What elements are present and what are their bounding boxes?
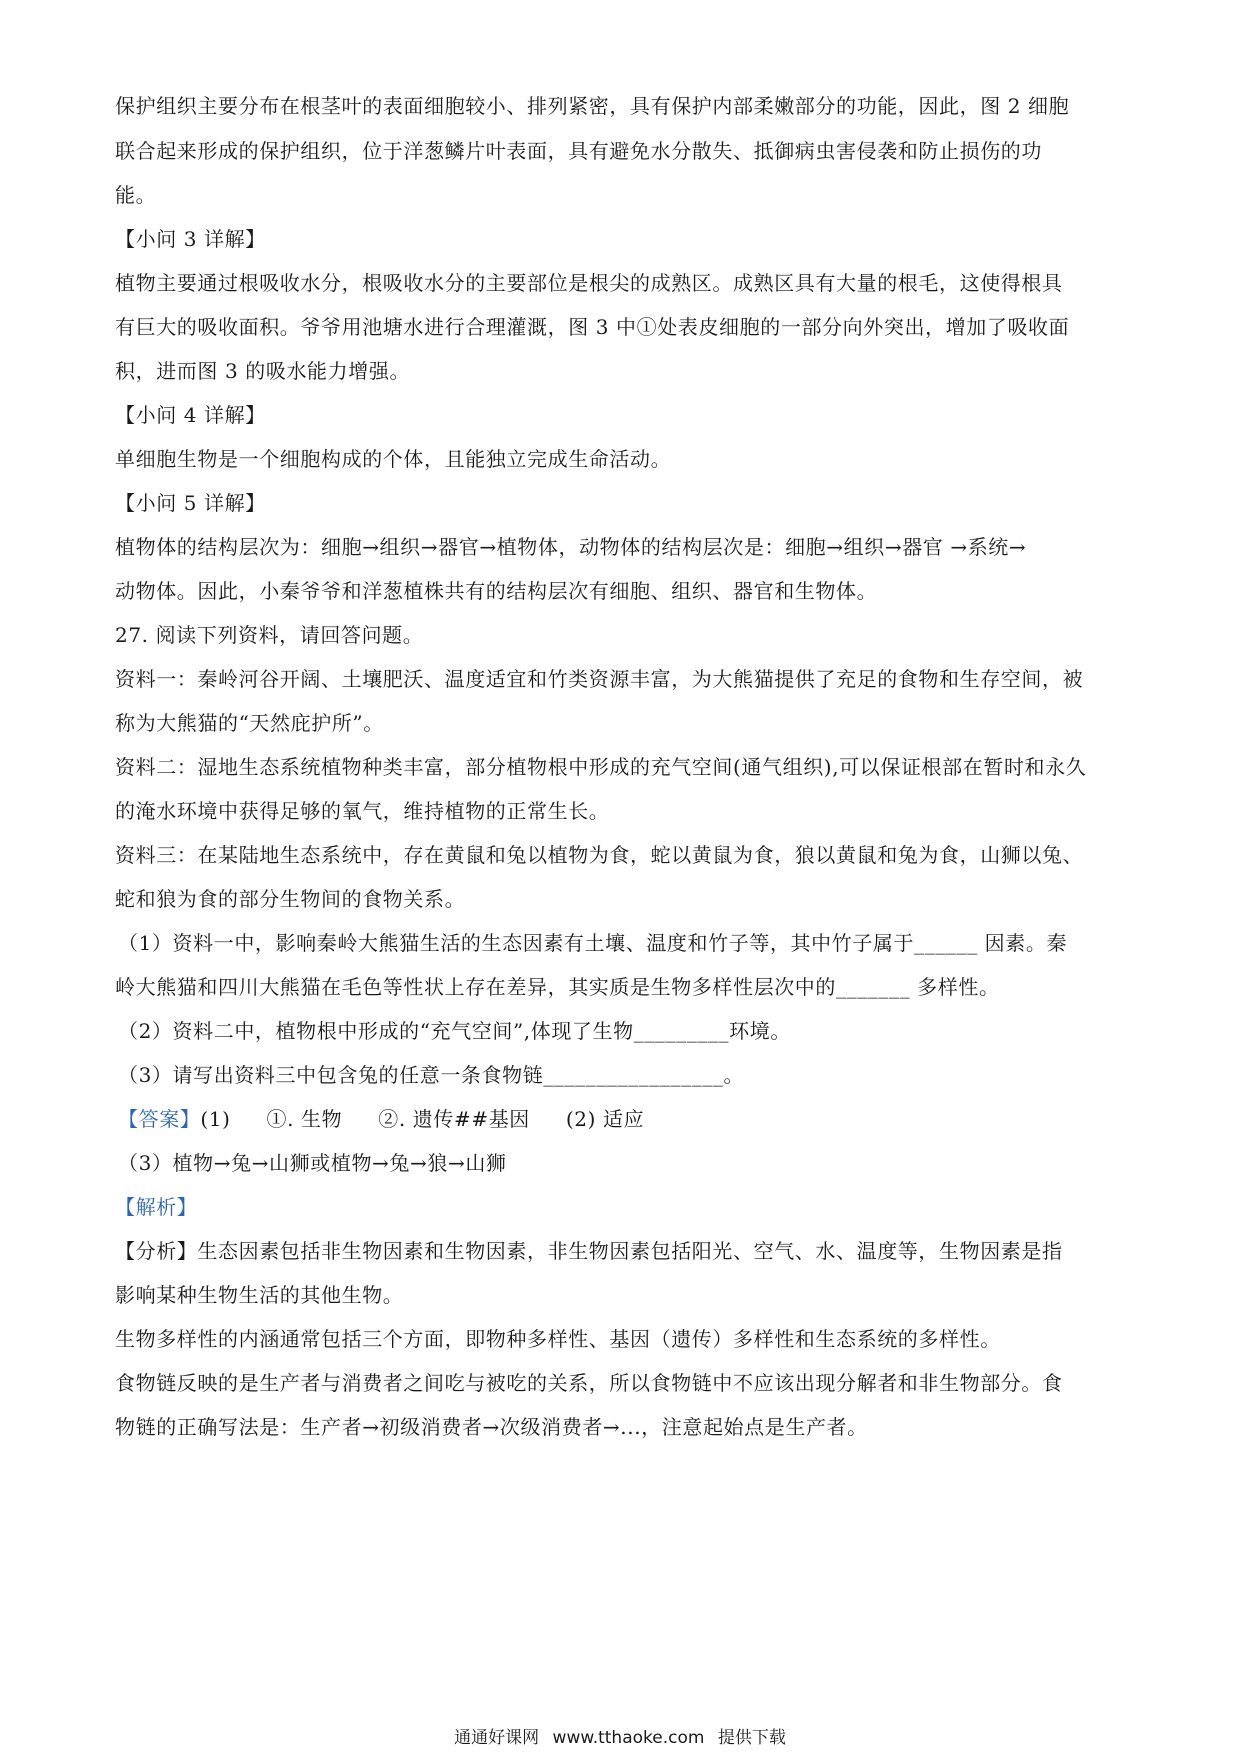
material-text: 资料三：在某陆地生态系统中，存在黄鼠和兔以植物为食，蛇以黄鼠为食，狼以黄鼠和兔为食，山狮以兔、 (115, 843, 1084, 867)
page-footer (0, 1727, 1240, 1749)
analysis-text: 【分析】生态因素包括非生物因素和生物因素，非生物因素包括阳光、空气、水、温度等，生物因素是指 (115, 1239, 1063, 1263)
analysis-text: 生物多样性的内涵通常包括三个方面，即物种多样性、基因（遗传）多样性和生态系统的多样性。 (115, 1327, 1001, 1351)
answer-line (118, 1105, 1138, 1133)
sub-question: （3）请写出资料三中包含兔的任意一条食物链_________________。 (118, 1063, 745, 1087)
analysis-text: 物链的正确写法是：生产者→初级消费者→次级消费者→...，注意起始点是生产者。 (115, 1415, 868, 1439)
body-text-line: 单细胞生物是一个细胞构成的个体，且能独立完成生命活动。 (115, 447, 672, 471)
body-text-line: 积，进而图 3 的吸水能力增强。 (115, 359, 411, 383)
body-text-line: 能。 (115, 183, 157, 207)
analysis-label: 【解析】 (115, 1195, 198, 1219)
analysis-text: 食物链反映的是生产者与消费者之间吃与被吃的关系，所以食物链中不应该出现分解者和非生物部分。食 (115, 1371, 1063, 1395)
material-text: 资料一：秦岭河谷开阔、土壤肥沃、温度适宜和竹类资源丰富，为大熊猫提供了充足的食物和生存空间，被 (115, 667, 1084, 691)
footer-site-name: 通通好课网 (454, 1728, 540, 1748)
answer-part1: (1) (200, 1107, 231, 1131)
footer-url[interactable]: www.tthaoke.com (552, 1728, 705, 1748)
answer-item-2: ②. 遗传##基因 (378, 1107, 530, 1131)
footer-note: 提供下载 (717, 1728, 786, 1748)
question-title: 27. 阅读下列资料，请回答问题。 (115, 623, 424, 647)
material-text: 资料二：湿地生态系统植物种类丰富，部分植物根中形成的充气空间(通气组织),可以保证根部在暂时和永久 (115, 755, 1087, 779)
section-heading: 【小问 3 详解】 (115, 227, 266, 251)
section-heading: 【小问 5 详解】 (115, 491, 266, 515)
body-text-line: 有巨大的吸收面积。爷爷用池塘水进行合理灌溉，图 3 中①处表皮细胞的一部分向外突出，增加了吸收面 (115, 315, 1070, 339)
material-text: 称为大熊猫的“天然庇护所”。 (115, 711, 384, 735)
sub-question: 岭大熊猫和四川大熊猫在毛色等性状上存在差异，其实质是生物多样性层次中的_______ 多样性。 (115, 975, 1000, 999)
material-text: 蛇和狼为食的部分生物间的食物关系。 (115, 887, 466, 911)
section-heading: 【小问 4 详解】 (115, 403, 266, 427)
answer-item-1: ①. 生物 (266, 1107, 343, 1131)
sub-question: （2）资料二中，植物根中形成的“充气空间”,体现了生物_________环境。 (118, 1019, 791, 1043)
answer-part2: (2) 适应 (565, 1107, 645, 1131)
body-text-line: 植物体的结构层次为：细胞→组织→器官→植物体，动物体的结构层次是：细胞→组织→器官 →系统→ (115, 535, 1027, 559)
answer-label: 【答案】 (118, 1107, 201, 1131)
body-text-line: 联合起来形成的保护组织，位于洋葱鳞片叶表面，具有避免水分散失、抵御病虫害侵袭和防止损伤的功 (115, 139, 1042, 163)
sub-question: （1）资料一中，影响秦岭大熊猫生活的生态因素有土壤、温度和竹子等，其中竹子属于______ 因素。秦 (118, 931, 1068, 955)
answer-line-2: （3）植物→兔→山狮或植物→兔→狼→山狮 (118, 1151, 507, 1175)
body-text-line: 保护组织主要分布在根茎叶的表面细胞较小、排列紧密，具有保护内部柔嫩部分的功能，因此，图 2 细胞 (115, 94, 1070, 118)
analysis-text: 影响某种生物生活的其他生物。 (115, 1283, 404, 1307)
body-text-line: 动物体。因此，小秦爷爷和洋葱植株共有的结构层次有细胞、组织、器官和生物体。 (115, 579, 878, 603)
body-text-line: 植物主要通过根吸收水分，根吸收水分的主要部位是根尖的成熟区。成熟区具有大量的根毛，这使得根具 (115, 271, 1063, 295)
material-text: 的淹水环境中获得足够的氧气，维持植物的正常生长。 (115, 799, 610, 823)
